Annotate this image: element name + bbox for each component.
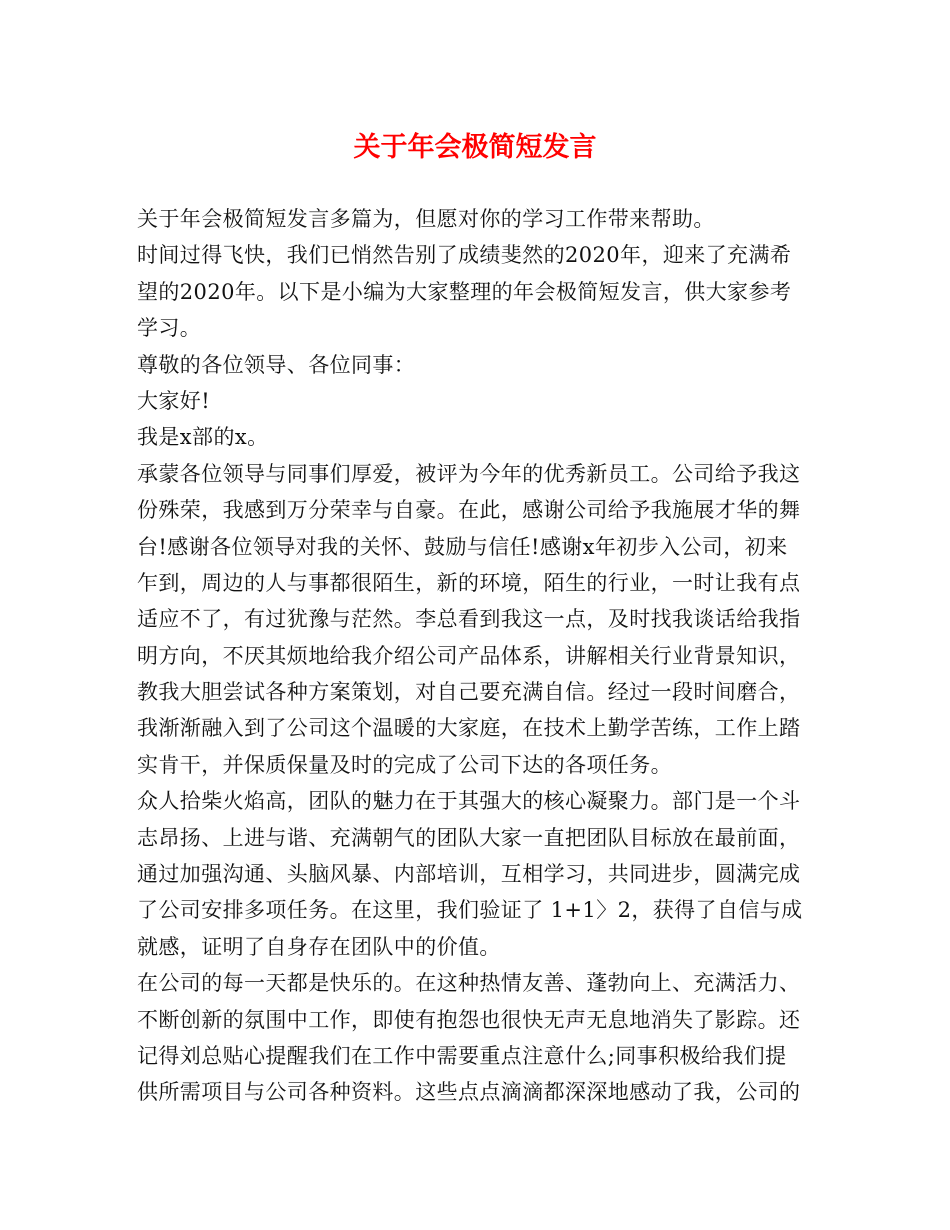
body-line: 学习。 xyxy=(137,316,202,341)
document-title: 关于年会极简短发言 xyxy=(353,132,597,163)
body-line: 志昂扬、上进与谐、充满朝气的团队大家一直把团队目标放在最前面， xyxy=(137,825,801,850)
body-line: 时间过得飞快，我们已悄然告别了成绩斐然的2020年，迎来了充满希 xyxy=(137,243,792,268)
document-body xyxy=(137,201,817,1111)
body-line: 台!感谢各位领导对我的关怀、鼓励与信任!感谢x年初步入公司，初来 xyxy=(137,534,788,559)
body-line: 记得刘总贴心提醒我们在工作中需要重点注意什么;同事积极给我们提 xyxy=(137,1043,787,1068)
body-line: 实肯干，并保质保量及时的完成了公司下达的各项任务。 xyxy=(137,752,672,777)
body-line: 望的2020年。以下是小编为大家整理的年会极简短发言，供大家参考 xyxy=(137,279,792,304)
body-line: 我是x部的x。 xyxy=(137,425,269,450)
body-line: 我渐渐融入到了公司这个温暖的大家庭，在技术上勤学苦练，工作上踏 xyxy=(137,716,801,741)
body-line: 不断创新的氛围中工作，即使有抱怨也很快无声无息地消失了影踪。还 xyxy=(137,1007,801,1032)
body-line: 在公司的每一天都是快乐的。在这种热情友善、蓬勃向上、充满活力、 xyxy=(137,971,801,996)
body-line: 通过加强沟通、头脑风暴、内部培训，互相学习，共同进步，圆满完成 xyxy=(137,862,801,887)
body-line: 大家好! xyxy=(137,388,211,413)
body-line: 适应不了，有过犹豫与茫然。李总看到我这一点，及时找我谈话给我指 xyxy=(137,607,801,632)
body-line: 关于年会极简短发言多篇为，但愿对你的学习工作带来帮助。 xyxy=(137,207,715,231)
body-line: 明方向，不厌其烦地给我介绍公司产品体系，讲解相关行业背景知识， xyxy=(137,643,801,668)
body-line: 众人拾柴火焰高，团队的魅力在于其强大的核心凝聚力。部门是一个斗 xyxy=(137,789,801,814)
body-line: 承蒙各位领导与同事们厚爱，被评为今年的优秀新员工。公司给予我这 xyxy=(137,461,801,486)
body-line: 份殊荣，我感到万分荣幸与自豪。在此，感谢公司给予我施展才华的舞 xyxy=(137,498,801,523)
body-line: 尊敬的各位领导、各位同事： xyxy=(137,352,416,377)
body-line: 教我大胆尝试各种方案策划，对自己要充满自信。经过一段时间磨合， xyxy=(137,680,801,705)
body-line: 了公司安排多项任务。在这里，我们验证了 1+1〉2，获得了自信与成 xyxy=(137,898,803,923)
body-line: 就感，证明了自身存在团队中的价值。 xyxy=(137,934,501,959)
body-line: 供所需项目与公司各种资料。这些点点滴滴都深深地感动了我，公司的 xyxy=(137,1080,801,1105)
body-line: 乍到，周边的人与事都很陌生，新的环境，陌生的行业，一时让我有点 xyxy=(137,570,801,595)
